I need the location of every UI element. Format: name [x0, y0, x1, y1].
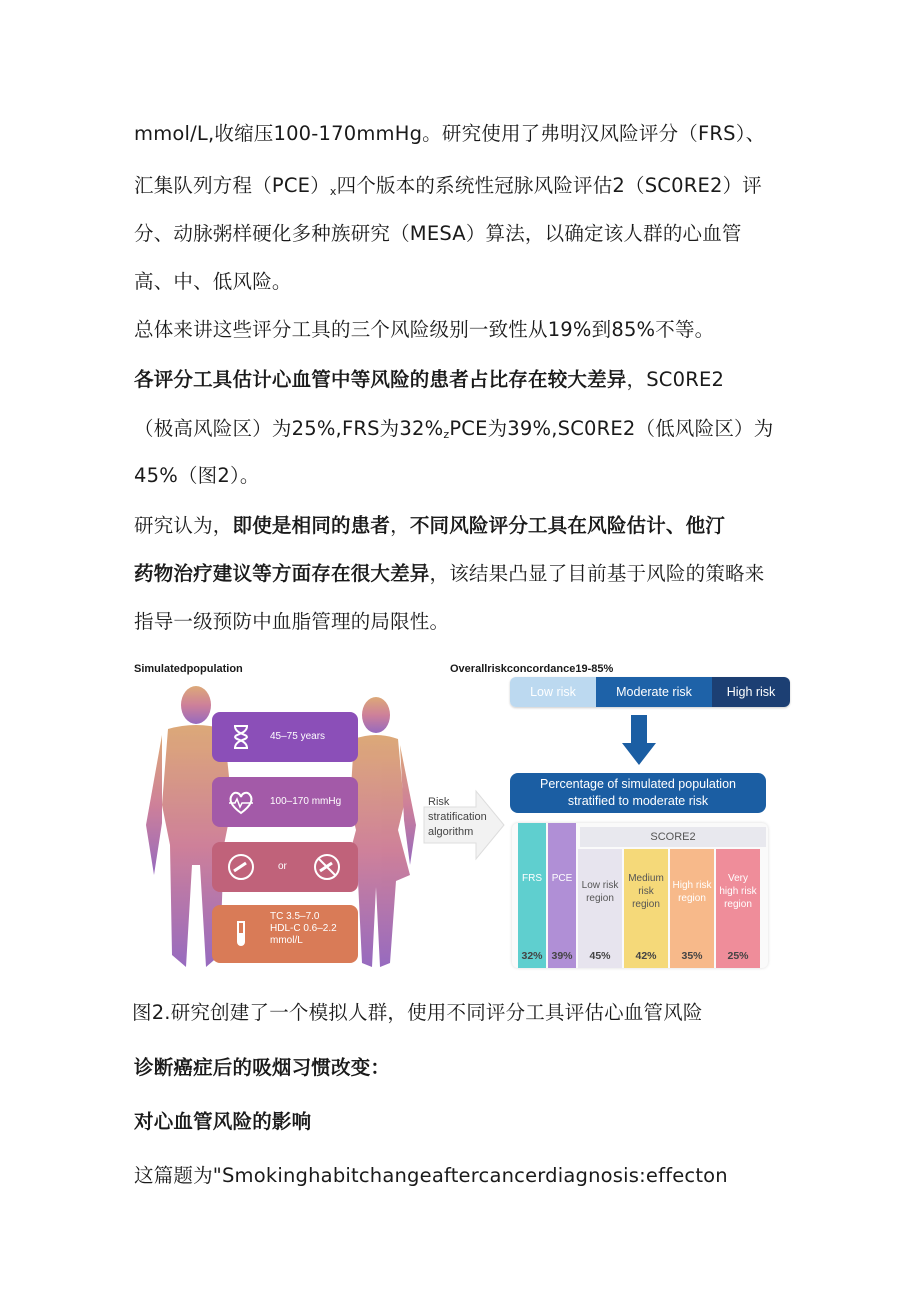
box-line: stratified to moderate risk [567, 794, 709, 808]
no-smoking-icon [312, 852, 342, 882]
table-column [670, 849, 714, 968]
paragraph-line [134, 413, 773, 441]
hourglass-icon [226, 722, 256, 752]
text-span: 汇集队列方程（PCE） [134, 174, 330, 197]
tier-moderate-risk: Moderate risk [596, 677, 712, 707]
box-line: Percentage of simulated population [540, 777, 736, 791]
percentage-box [510, 773, 766, 813]
down-arrow-icon [622, 715, 656, 765]
column-value: 45% [589, 950, 611, 962]
cholesterol-text [270, 911, 337, 947]
algorithm-label [428, 795, 487, 840]
paragraph-line: 高、中、低风险。 [134, 270, 292, 293]
paragraph-line: 总体来讲这些评分工具的三个风险级别一致性从19%到85%不等。 [134, 318, 715, 341]
algo-line: Risk [428, 796, 450, 808]
column-value: 35% [681, 950, 703, 962]
table-column [518, 823, 546, 968]
paragraph-line: 分、动脉粥样硬化多种族研究（MESA）算法，以确定该人群的心血管 [134, 222, 742, 245]
table-column [716, 849, 760, 968]
column-value: 39% [551, 950, 573, 962]
text-span: 四个版本的系统性冠脉风险评估2（SC0RE2）评 [336, 174, 763, 197]
text-span: PCE为39%,SC0RE2（低风险区）为 [449, 417, 774, 440]
figure-2 [128, 655, 788, 975]
risk-tiers [510, 677, 790, 707]
cigarette-icon [226, 852, 256, 882]
column-label: Medium risk region [628, 873, 664, 910]
subscript: z [443, 428, 450, 441]
text-span: ，SC0RE2 [626, 368, 725, 391]
tc-range: TC 3.5–7.0 [270, 911, 320, 922]
tier-low-risk: Low risk [510, 677, 596, 707]
tier-high-risk: High risk [712, 677, 790, 707]
bold-text: 各评分工具估计心血管中等风险的患者占比存在较大差异 [134, 368, 627, 391]
subscript: x [329, 185, 337, 198]
table-column [578, 849, 622, 968]
bp-range-text: 100–170 mmHg [270, 796, 342, 807]
cholesterol-panel [212, 905, 358, 963]
column-value: 42% [635, 950, 657, 962]
figure-right-title: Overallriskconcordance19-85% [450, 663, 614, 675]
figure-left-title: Simulatedpopulation [134, 663, 243, 675]
algo-line: algorithm [428, 826, 474, 838]
column-label: High risk region [672, 879, 712, 904]
unit-text: mmol/L [270, 935, 303, 946]
smoking-panel [212, 842, 358, 892]
paragraph-line: 45%（图2）。 [134, 464, 260, 487]
paragraph-line: 指导一级预防中血脂管理的局限性。 [134, 610, 450, 633]
paragraph-line [134, 170, 762, 198]
column-value: 32% [521, 950, 543, 962]
heart-rate-icon [226, 787, 256, 817]
column-label: Low risk region [581, 879, 619, 904]
test-tube-icon [226, 919, 256, 949]
column-label: PCE [551, 873, 573, 884]
bold-text: 不同风险评分工具在风险估计、他汀 [409, 514, 726, 537]
text-span: ，该结果凸显了目前基于风险的策略来 [429, 562, 765, 585]
moderate-risk-table [512, 823, 768, 968]
algo-line: stratification [428, 811, 487, 823]
column-label: Very high risk region [719, 873, 757, 910]
paragraph-line: mmol/L,收缩压100-170mmHg。研究使用了弗明汉风险评分（FRS）、 [134, 122, 766, 145]
text-span: （极高风险区）为25%,FRS为32% [134, 417, 444, 440]
section-heading: 对心血管风险的影响 [134, 1110, 312, 1133]
age-range-text: 45–75 years [270, 731, 326, 742]
table-column [548, 823, 576, 968]
figure-caption: 图2.研究创建了一个模拟人群，使用不同评分工具评估心血管风险 [132, 1001, 703, 1024]
paragraph-line [134, 364, 724, 392]
age-panel [212, 712, 358, 762]
score2-header: SCORE2 [580, 827, 766, 847]
table-column [624, 849, 668, 968]
text-span: ， [390, 514, 410, 537]
column-value: 25% [727, 950, 749, 962]
paragraph-line [134, 510, 725, 538]
bold-text: 即使是相同的患者 [232, 514, 391, 537]
text-span: 研究认为， [134, 514, 233, 537]
blood-pressure-panel [212, 777, 358, 827]
section-heading: 诊断癌症后的吸烟习惯改变： [134, 1056, 391, 1079]
or-text: or [278, 861, 287, 872]
paragraph-line [134, 558, 764, 586]
paragraph-line: 这篇题为"Smokinghabitchangeaftercancerdiagnosis:effecton [134, 1164, 728, 1187]
column-label: FRS [522, 873, 542, 884]
bold-text: 药物治疗建议等方面存在很大差异 [134, 562, 430, 585]
hdl-range: HDL-C 0.6–2.2 [270, 923, 337, 934]
